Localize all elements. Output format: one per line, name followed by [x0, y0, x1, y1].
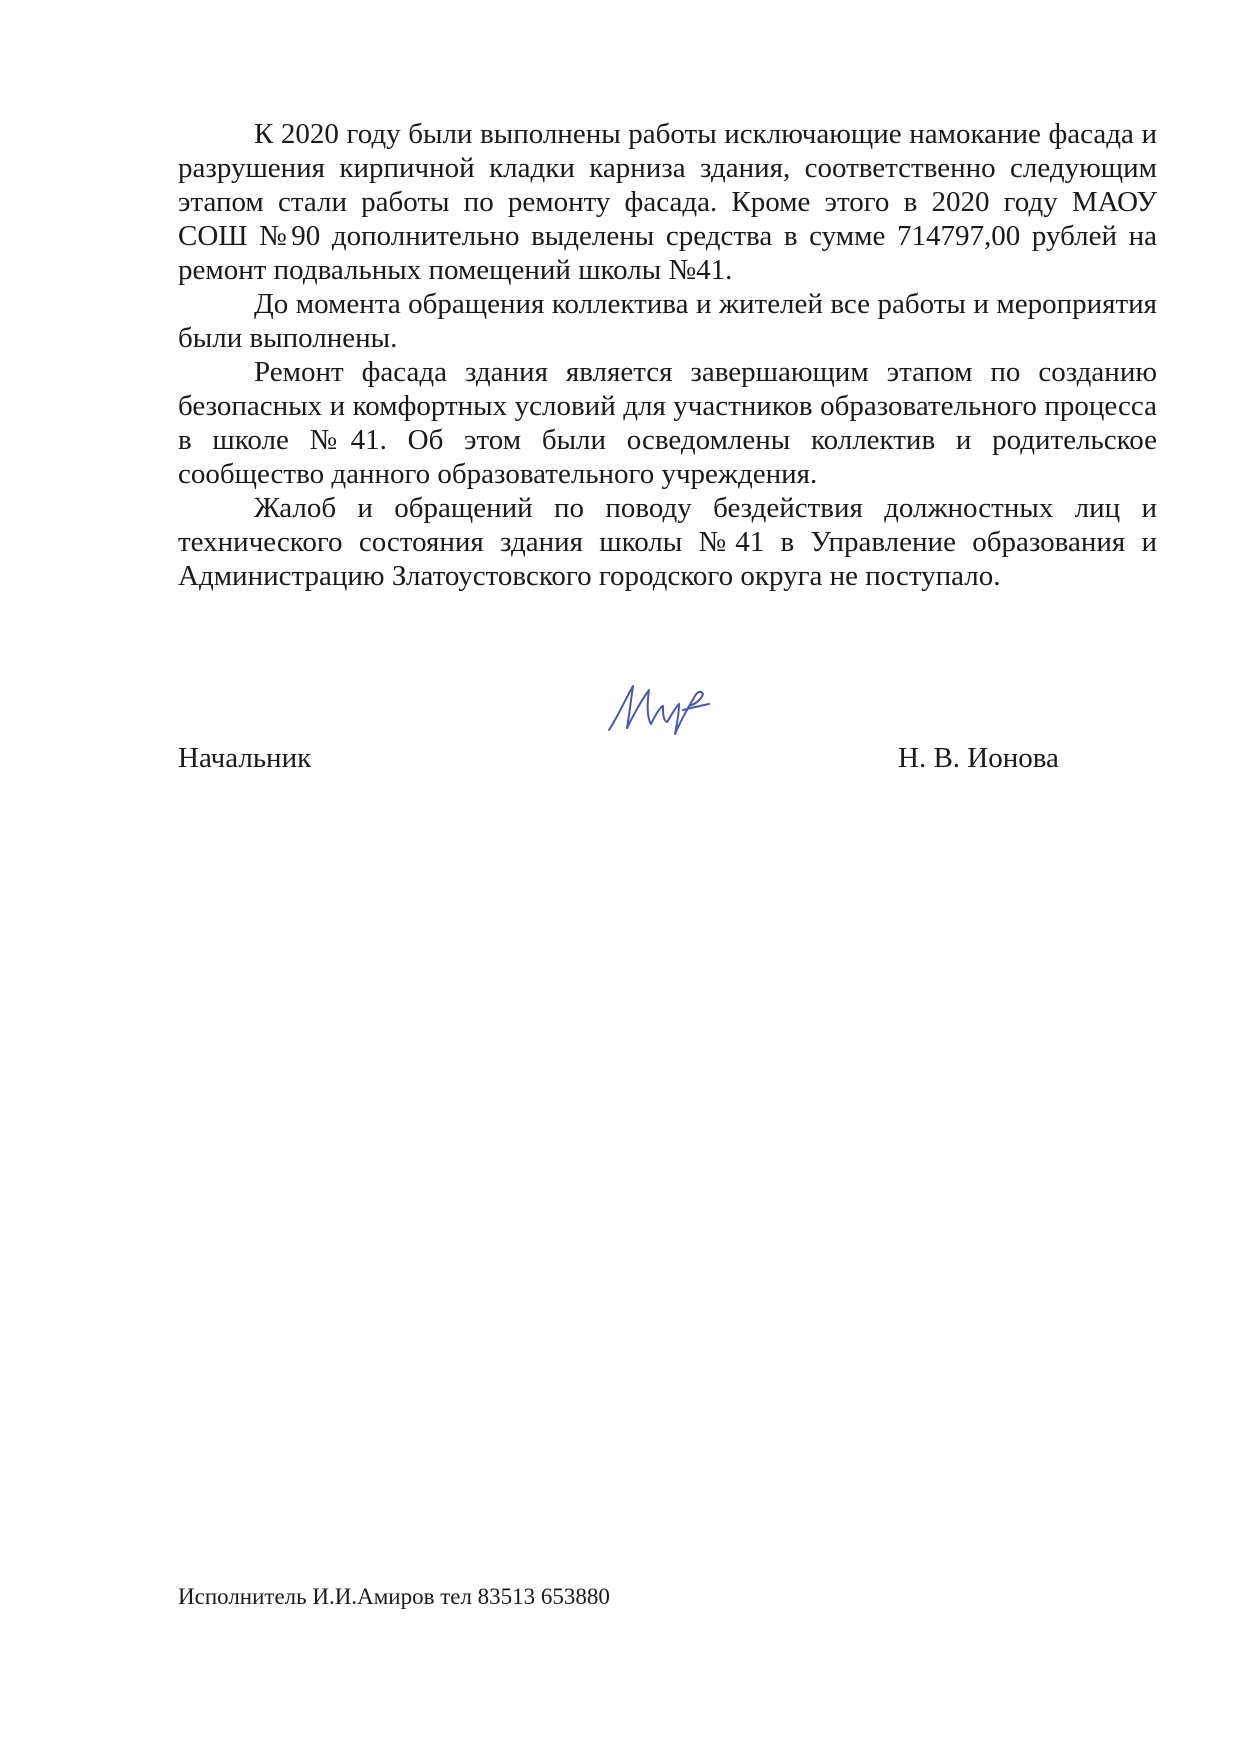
- letter-body: [178, 117, 1157, 593]
- paragraph-no-complaints: Жалоб и обращений по поводу бездействия должностных лиц и технического состояния здания школы №41 в Управление образования и Администрацию Златоустовского городского округа не поступало.: [178, 492, 1157, 592]
- signatory-position: Начальник: [178, 742, 312, 774]
- handwritten-signature: [605, 680, 715, 750]
- paragraph-works-completed: До момента обращения коллектива и жителей все работы и мероприятия были выполнены.: [178, 288, 1157, 354]
- signature-block: [178, 741, 1157, 781]
- paragraph-facade-repair: Ремонт фасада здания является завершающим этапом по созданию безопасных и комфортных условий для участников образовательного процесса в школе №41. Об этом были осведомлены коллектив и родительское сообщество данного образовательного учреждения.: [178, 356, 1157, 490]
- signatory-name: Н. В. Ионова: [898, 742, 1059, 774]
- paragraph-repairs-2020: К 2020 году были выполнены работы исключающие намокание фасада и разрушения кирпичной кладки карниза здания, соответственно следующим этапом стали работы по ремонту фасада. Кроме этого в 2020 году МАОУ СОШ №90 дополнительно выделены средства в сумме 714797,00 рублей на ремонт подвальных помещений школы №41.: [178, 118, 1157, 286]
- executor-contact: Исполнитель И.И.Амиров тел 83513 653880: [178, 1584, 610, 1609]
